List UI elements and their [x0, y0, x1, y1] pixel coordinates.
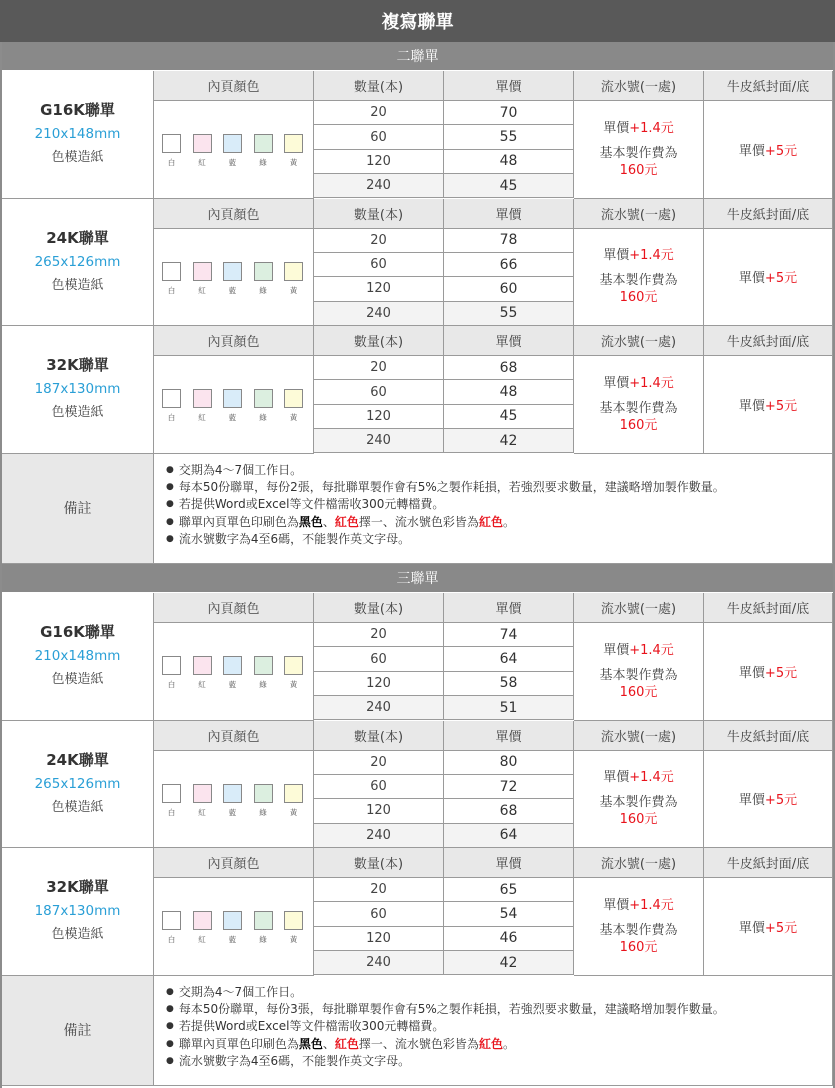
serial-base-fee-label: 基本製作費為: [599, 922, 678, 938]
note-text: 黑色: [298, 1036, 323, 1051]
note-text: 紅色: [478, 1036, 503, 1051]
quantity-value: 240: [314, 302, 444, 326]
color-swatch: [254, 784, 273, 803]
note-text: 紅色: [334, 1036, 359, 1051]
bullet-icon: ●: [166, 1038, 174, 1049]
product-cell: [2, 593, 154, 721]
serial-price-prefix: 單價: [603, 120, 630, 136]
unit-price-value: 60: [444, 277, 574, 301]
bullet-icon: ●: [166, 516, 174, 527]
unit-price-value: 45: [444, 174, 574, 198]
color-swatch: [254, 262, 273, 281]
bullet-icon: ●: [166, 1021, 174, 1032]
kraft-price-info: [704, 878, 833, 976]
quantity-value: 240: [314, 696, 444, 720]
quantity-value: 120: [314, 672, 444, 696]
color-swatch-label: 綠: [259, 935, 267, 944]
header-kraft: 牛皮紙封面/底: [704, 721, 833, 751]
bullet-icon: ●: [166, 1003, 174, 1014]
serial-price-info: [574, 751, 704, 849]
section-title: 三聯單: [2, 564, 833, 592]
serial-price-info: [574, 356, 704, 454]
quantity-value: 60: [314, 380, 444, 404]
quantity-value: 60: [314, 775, 444, 799]
serial-price-value: +1.4元: [629, 770, 674, 786]
color-swatch-label: 綠: [259, 807, 267, 817]
product-size: 265x126mm: [34, 775, 121, 792]
unit-price-value: 42: [444, 951, 574, 975]
note-item: [166, 496, 444, 513]
serial-base-fee-label: 基本製作費為: [599, 273, 678, 289]
serial-line-1: [603, 375, 674, 392]
color-swatch: [284, 656, 303, 675]
note-text: 。: [502, 514, 515, 529]
header-inner-color: 內頁顏色: [154, 593, 314, 623]
unit-price-value: 42: [444, 429, 574, 453]
quantity-value: 60: [314, 125, 444, 149]
header-serial: 流水號(一處): [574, 199, 704, 229]
color-swatch-label: 藍: [228, 807, 237, 817]
color-swatch: [223, 389, 242, 408]
quantity-value: 20: [314, 101, 444, 125]
serial-price-prefix: 單價: [603, 642, 630, 658]
color-swatch: [193, 134, 212, 153]
unit-price-value: 55: [444, 302, 574, 326]
header-inner-color: 內頁顏色: [154, 848, 314, 878]
color-swatch-label: 綠: [259, 413, 267, 422]
color-swatch: [223, 784, 242, 803]
quantity-value: 120: [314, 150, 444, 174]
note-text: 每本50份聯單，每份3張，每批聯單製作會有5%之製作耗損，若強烈要求數量，建議略增加製作數量。: [178, 1001, 725, 1016]
color-swatch-label: 白: [167, 158, 176, 167]
quantity-value: 20: [314, 751, 444, 775]
kraft-price-value: +5元: [764, 143, 798, 159]
bullet-icon: ●: [166, 464, 174, 475]
quantity-value: 20: [314, 356, 444, 380]
unit-price-value: 70: [444, 101, 574, 125]
color-swatch: [254, 656, 273, 675]
header-inner-color: 內頁顏色: [154, 199, 314, 229]
serial-base-fee-value: 160元: [619, 684, 658, 700]
kraft-price-info: [704, 229, 833, 327]
note-text: 聯單內頁單色印刷色為: [178, 1036, 299, 1051]
kraft-price-value: +5元: [764, 398, 798, 414]
serial-base-fee-value: 160元: [619, 290, 658, 306]
color-swatch-label: 黃: [289, 935, 298, 944]
color-swatch: [223, 134, 242, 153]
product-name: G16K聯單: [40, 623, 115, 642]
serial-line-1: [603, 642, 674, 659]
color-swatch-label: 藍: [228, 158, 237, 167]
product-size: 187x130mm: [34, 903, 121, 920]
color-swatch-label: 綠: [259, 680, 267, 689]
unit-price-value: 51: [444, 696, 574, 720]
kraft-price-prefix: 單價: [738, 398, 765, 414]
color-swatch-label: 黃: [289, 680, 298, 689]
product-cell: [2, 848, 154, 976]
color-swatch-label: 藍: [228, 413, 237, 422]
unit-price-value: 54: [444, 902, 574, 926]
product-size: 265x126mm: [34, 253, 121, 270]
color-swatch: [193, 784, 212, 803]
product-cell: [2, 199, 154, 327]
color-swatch: [193, 656, 212, 675]
unit-price-value: 45: [444, 405, 574, 429]
color-swatch-label: 紅: [198, 285, 206, 295]
header-serial: 流水號(一處): [574, 326, 704, 356]
note-text: 每本50份聯單，每份2張，每批聯單製作會有5%之製作耗損，若強烈要求數量，建議略增加製作數量。: [178, 479, 725, 494]
serial-line-1: [603, 120, 674, 137]
color-swatch-label: 藍: [228, 680, 237, 689]
serial-line-1: [603, 769, 674, 786]
note-item: [166, 462, 302, 479]
color-swatch-label: 藍: [228, 935, 237, 944]
color-swatch: [162, 911, 181, 930]
product-size: 187x130mm: [34, 381, 121, 398]
color-swatch: [193, 911, 212, 930]
quantity-value: 60: [314, 253, 444, 277]
color-swatch-label: 綠: [259, 158, 267, 167]
product-size: 210x148mm: [34, 126, 121, 143]
note-item: [166, 1001, 725, 1018]
product-cell: [2, 721, 154, 849]
note-item: [166, 1036, 515, 1053]
color-swatch: [193, 262, 212, 281]
note-text: 擇一、流水號色彩皆為: [358, 514, 479, 529]
unit-price-value: 68: [444, 799, 574, 823]
unit-price-value: 55: [444, 125, 574, 149]
serial-base-fee-value: 160元: [619, 939, 658, 955]
color-swatch-label: 黃: [289, 158, 298, 167]
serial-base-fee-label: 基本製作費為: [599, 400, 678, 416]
color-swatch-label: 黃: [289, 807, 298, 817]
note-item: [166, 531, 410, 548]
header-serial: 流水號(一處): [574, 721, 704, 751]
quantity-value: 120: [314, 405, 444, 429]
bullet-icon: ●: [166, 986, 174, 997]
header-kraft: 牛皮紙封面/底: [704, 593, 833, 623]
quantity-value: 120: [314, 927, 444, 951]
note-text: 、: [322, 1036, 335, 1051]
bullet-icon: ●: [166, 534, 174, 545]
color-swatch: [284, 784, 303, 803]
bullet-icon: ●: [166, 1056, 174, 1067]
serial-price-prefix: 單價: [603, 770, 630, 786]
header-kraft: 牛皮紙封面/底: [704, 326, 833, 356]
product-paper: 色模造紙: [51, 277, 104, 293]
color-swatch: [254, 134, 273, 153]
note-text: 流水號數字為4至6碼，不能製作英文字母。: [178, 532, 411, 547]
color-swatch: [223, 911, 242, 930]
serial-price-info: [574, 878, 704, 976]
serial-price-info: [574, 229, 704, 327]
header-inner-color: 內頁顏色: [154, 721, 314, 751]
kraft-price-prefix: 單價: [738, 793, 765, 809]
product-paper: 色模造紙: [51, 405, 104, 421]
note-item: [166, 514, 515, 531]
note-text: 。: [502, 1036, 515, 1051]
color-swatch: [162, 389, 181, 408]
quantity-value: 120: [314, 277, 444, 301]
product-name: G16K聯單: [40, 101, 115, 120]
quantity-value: 20: [314, 878, 444, 902]
header-unit-price: 單價: [444, 593, 574, 623]
unit-price-value: 58: [444, 672, 574, 696]
header-unit-price: 單價: [444, 721, 574, 751]
color-swatch-label: 藍: [228, 285, 237, 295]
kraft-price-prefix: 單價: [738, 143, 765, 159]
unit-price-value: 65: [444, 878, 574, 902]
color-swatch-label: 紅: [198, 935, 206, 944]
color-swatch-label: 紅: [198, 413, 206, 422]
color-swatch: [162, 784, 181, 803]
serial-base-fee-label: 基本製作費為: [599, 145, 678, 161]
note-text: 若提供Word或Excel等文件檔需收300元轉檔費。: [178, 497, 445, 512]
header-serial: 流水號(一處): [574, 848, 704, 878]
serial-price-value: +1.4元: [629, 375, 674, 391]
quantity-value: 240: [314, 951, 444, 975]
quantity-value: 240: [314, 429, 444, 453]
color-swatch-label: 白: [167, 413, 176, 422]
color-swatch: [223, 656, 242, 675]
product-paper: 色模造紙: [51, 799, 104, 815]
kraft-price-value: +5元: [764, 793, 798, 809]
color-swatch: [284, 389, 303, 408]
unit-price-value: 48: [444, 380, 574, 404]
color-swatch: [284, 262, 303, 281]
serial-base-fee-label: 基本製作費為: [599, 667, 678, 683]
color-swatch-label: 白: [167, 935, 176, 944]
header-quantity: 數量(本): [314, 721, 444, 751]
notes-list: [154, 976, 833, 1086]
serial-price-prefix: 單價: [603, 897, 630, 913]
header-unit-price: 單價: [444, 326, 574, 356]
color-swatch: [284, 911, 303, 930]
serial-base-fee-value: 160元: [619, 162, 658, 178]
note-text: 交期為4～7個工作日。: [178, 984, 303, 999]
kraft-price-prefix: 單價: [738, 665, 765, 681]
product-name: 24K聯單: [46, 228, 109, 247]
kraft-price-value: +5元: [764, 920, 798, 936]
notes-label: 備註: [2, 454, 154, 564]
serial-price-info: [574, 623, 704, 721]
section-title: 二聯單: [2, 42, 833, 70]
quantity-value: 240: [314, 174, 444, 198]
page-title: 複寫聯單: [0, 0, 835, 42]
unit-price-value: 46: [444, 927, 574, 951]
bullet-icon: ●: [166, 499, 174, 510]
quantity-value: 60: [314, 647, 444, 671]
note-text: 、: [322, 514, 335, 529]
color-swatch-label: 紅: [198, 158, 206, 167]
serial-base-fee-label: 基本製作費為: [599, 795, 678, 811]
header-quantity: 數量(本): [314, 593, 444, 623]
kraft-price-prefix: 單價: [738, 920, 765, 936]
product-paper: 色模造紙: [51, 672, 104, 688]
kraft-price-value: +5元: [764, 271, 798, 287]
header-kraft: 牛皮紙封面/底: [704, 199, 833, 229]
product-paper: 色模造紙: [51, 927, 104, 943]
note-text: 流水號數字為4至6碼，不能製作英文字母。: [178, 1054, 411, 1069]
kraft-price-info: [704, 623, 833, 721]
note-item: [166, 479, 725, 496]
color-swatch: [284, 134, 303, 153]
note-text: 若提供Word或Excel等文件檔需收300元轉檔費。: [178, 1019, 445, 1034]
color-swatch: [162, 134, 181, 153]
header-inner-color: 內頁顏色: [154, 326, 314, 356]
kraft-price-info: [704, 356, 833, 454]
notes-label: 備註: [2, 976, 154, 1086]
product-name: 32K聯單: [46, 356, 109, 375]
product-paper: 色模造紙: [51, 150, 104, 166]
header-inner-color: 內頁顏色: [154, 71, 314, 101]
color-swatch: [254, 389, 273, 408]
note-text: 紅色: [334, 514, 359, 529]
serial-price-value: +1.4元: [629, 642, 674, 658]
color-swatch: [162, 656, 181, 675]
color-swatch-label: 綠: [259, 285, 267, 295]
header-quantity: 數量(本): [314, 848, 444, 878]
note-text: 紅色: [478, 514, 503, 529]
product-name: 24K聯單: [46, 750, 109, 769]
kraft-price-info: [704, 101, 833, 199]
note-text: 黑色: [298, 514, 323, 529]
note-text: 擇一、流水號色彩皆為: [358, 1036, 479, 1051]
note-item: [166, 1053, 410, 1070]
serial-price-info: [574, 101, 704, 199]
notes-list: [154, 454, 833, 564]
quantity-value: 240: [314, 824, 444, 848]
unit-price-value: 80: [444, 751, 574, 775]
quantity-value: 20: [314, 623, 444, 647]
color-swatch-label: 紅: [198, 680, 206, 689]
product-cell: [2, 326, 154, 454]
serial-price-value: +1.4元: [629, 897, 674, 913]
product-name: 32K聯單: [46, 878, 109, 897]
serial-price-value: +1.4元: [629, 120, 674, 136]
color-swatch-label: 紅: [198, 807, 206, 817]
unit-price-value: 78: [444, 229, 574, 253]
serial-line-1: [603, 247, 674, 264]
unit-price-value: 66: [444, 253, 574, 277]
color-swatch-label: 白: [167, 807, 176, 817]
quantity-value: 120: [314, 799, 444, 823]
note-item: [166, 1018, 444, 1035]
quantity-value: 60: [314, 902, 444, 926]
unit-price-value: 64: [444, 647, 574, 671]
color-swatch-label: 白: [167, 680, 176, 689]
header-serial: 流水號(一處): [574, 593, 704, 623]
product-cell: [2, 71, 154, 199]
unit-price-value: 68: [444, 356, 574, 380]
color-swatch-label: 黃: [289, 413, 298, 422]
color-swatch-label: 白: [167, 285, 176, 295]
header-unit-price: 單價: [444, 71, 574, 101]
header-kraft: 牛皮紙封面/底: [704, 848, 833, 878]
color-swatch: [193, 389, 212, 408]
kraft-price-prefix: 單價: [738, 271, 765, 287]
product-size: 210x148mm: [34, 648, 121, 665]
color-swatch: [162, 262, 181, 281]
serial-price-prefix: 單價: [603, 248, 630, 264]
serial-base-fee-value: 160元: [619, 417, 658, 433]
unit-price-value: 64: [444, 824, 574, 848]
bullet-icon: ●: [166, 481, 174, 492]
serial-line-1: [603, 897, 674, 914]
color-swatch: [223, 262, 242, 281]
header-unit-price: 單價: [444, 848, 574, 878]
note-text: 聯單內頁單色印刷色為: [178, 514, 299, 529]
unit-price-value: 72: [444, 775, 574, 799]
header-unit-price: 單價: [444, 199, 574, 229]
header-quantity: 數量(本): [314, 71, 444, 101]
unit-price-value: 48: [444, 150, 574, 174]
kraft-price-info: [704, 751, 833, 849]
kraft-price-value: +5元: [764, 665, 798, 681]
serial-price-prefix: 單價: [603, 375, 630, 391]
color-swatch: [254, 911, 273, 930]
header-quantity: 數量(本): [314, 326, 444, 356]
note-text: 交期為4～7個工作日。: [178, 462, 303, 477]
header-kraft: 牛皮紙封面/底: [704, 71, 833, 101]
serial-base-fee-value: 160元: [619, 812, 658, 828]
unit-price-value: 74: [444, 623, 574, 647]
serial-price-value: +1.4元: [629, 248, 674, 264]
color-swatch-label: 黃: [289, 285, 298, 295]
header-serial: 流水號(一處): [574, 71, 704, 101]
header-quantity: 數量(本): [314, 199, 444, 229]
quantity-value: 20: [314, 229, 444, 253]
note-item: [166, 984, 302, 1001]
